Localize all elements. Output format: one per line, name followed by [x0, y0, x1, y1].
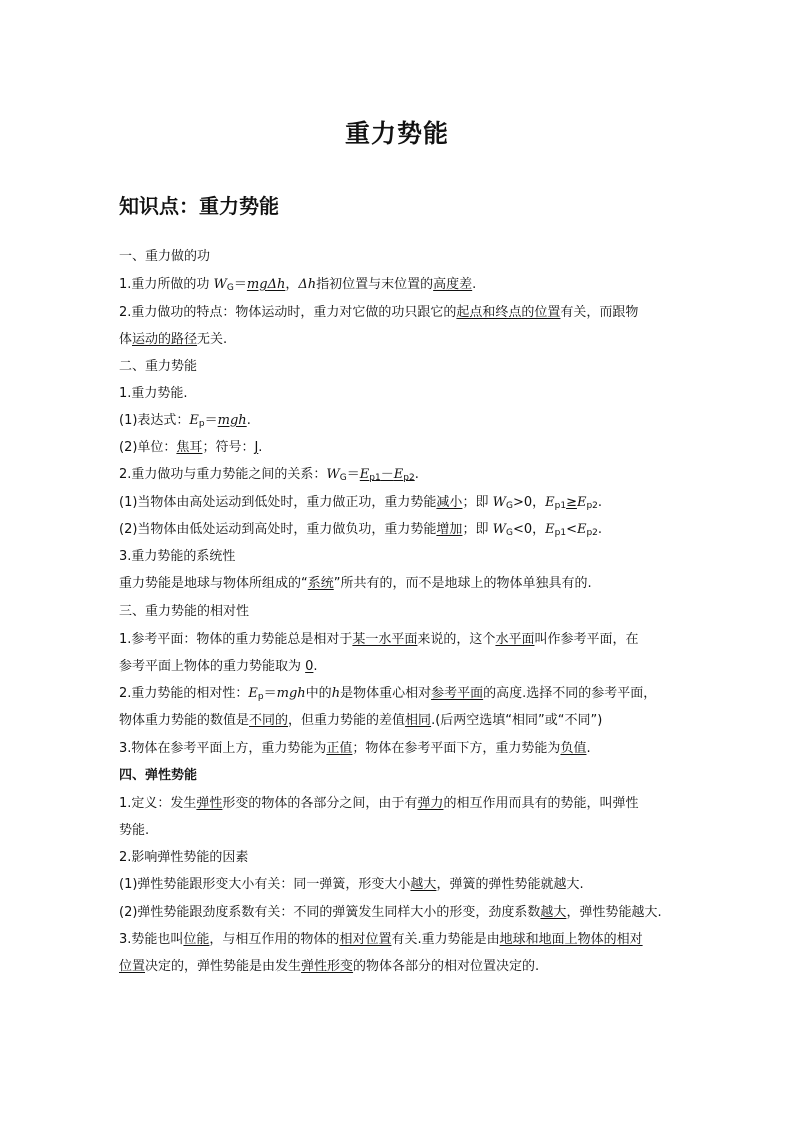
paragraph-line: 2.重力做功与重力势能之间的关系：$W_G=E_{p1}-E_{p2}$. [119, 467, 419, 483]
paragraph-line: 2.影响弹性势能的因素 [119, 850, 249, 865]
paragraph-line: 物体重力势能的数值是不同的，但重力势能的差值相同.(后两空选填“相同”或“不同”) [119, 713, 603, 728]
section-heading: 知识点：重力势能 [119, 194, 279, 218]
paragraph-line: (2)弹性势能跟劲度系数有关：不同的弹簧发生同样大小的形变，劲度系数越大，弹性势能越大. [119, 905, 662, 920]
paragraph-line: 2.重力势能的相对性：$E_p=mgh$中的h是物体重心相对参考平面的高度.选择不同的参考平面， [119, 686, 657, 702]
subheading-work-of-gravity: 一、重力做的功 [119, 249, 211, 264]
paragraph-line: 位置决定的，弹性势能是由发生弹性形变的物体各部分的相对位置决定的. [119, 959, 540, 974]
paragraph-line: 3.重力势能的系统性 [119, 549, 236, 564]
paragraph-line: 参考平面上物体的重力势能取为 0. [119, 659, 318, 674]
paragraph-line: 重力势能是地球与物体所组成的“系统”所共有的，而不是地球上的物体单独具有的. [119, 576, 592, 591]
paragraph-line: (2)单位：焦耳；符号：J. [119, 440, 263, 455]
paragraph-line: 势能. [119, 823, 150, 838]
subheading-relativity: 三、重力势能的相对性 [119, 604, 250, 619]
paragraph-line: (1)表达式：$E_p=mgh$. [119, 413, 251, 429]
paragraph-line: 3.物体在参考平面上方，重力势能为正值；物体在参考平面下方，重力势能为负值. [119, 741, 591, 756]
paragraph-line: (2)当物体由低处运动到高处时，重力做负功，重力势能增加；即 $W_G<0$，$E_{p1}<E_{p2}$. [119, 522, 603, 538]
paragraph-line: (1)弹性势能跟形变大小有关：同一弹簧，形变大小越大，弹簧的弹性势能就越大. [119, 877, 584, 892]
paragraph-line: (1)当物体由高处运动到低处时，重力做正功，重力势能减小；即 $W_G>0$，$E_{p1}\ge E_{p2}$. [119, 495, 603, 511]
paragraph-line: 2.重力做功的特点：物体运动时，重力对它做的功只跟它的起点和终点的位置有关，而跟物 [119, 305, 639, 320]
paragraph-line: 1.重力势能. [119, 386, 188, 401]
paragraph-line: 1.参考平面：物体的重力势能总是相对于某一水平面来说的，这个水平面叫作参考平面，在 [119, 632, 639, 647]
subheading-elastic-potential-energy: 四、弹性势能 [119, 768, 198, 783]
paragraph-line: 1.定义：发生弹性形变的物体的各部分之间，由于有弹力的相互作用而具有的势能，叫弹性 [119, 796, 639, 811]
paragraph-line: 3.势能也叫位能，与相互作用的物体的相对位置有关.重力势能是由地球和地面上物体的相对 [119, 932, 643, 947]
paragraph-line: 体运动的路径无关. [119, 332, 228, 347]
subheading-gravitational-potential-energy: 二、重力势能 [119, 359, 198, 374]
paragraph-line: 1.重力所做的功 $W_G=mg\Delta h$，Δh指初位置与末位置的高度差. [119, 277, 477, 293]
page-title: 重力势能 [344, 119, 449, 148]
